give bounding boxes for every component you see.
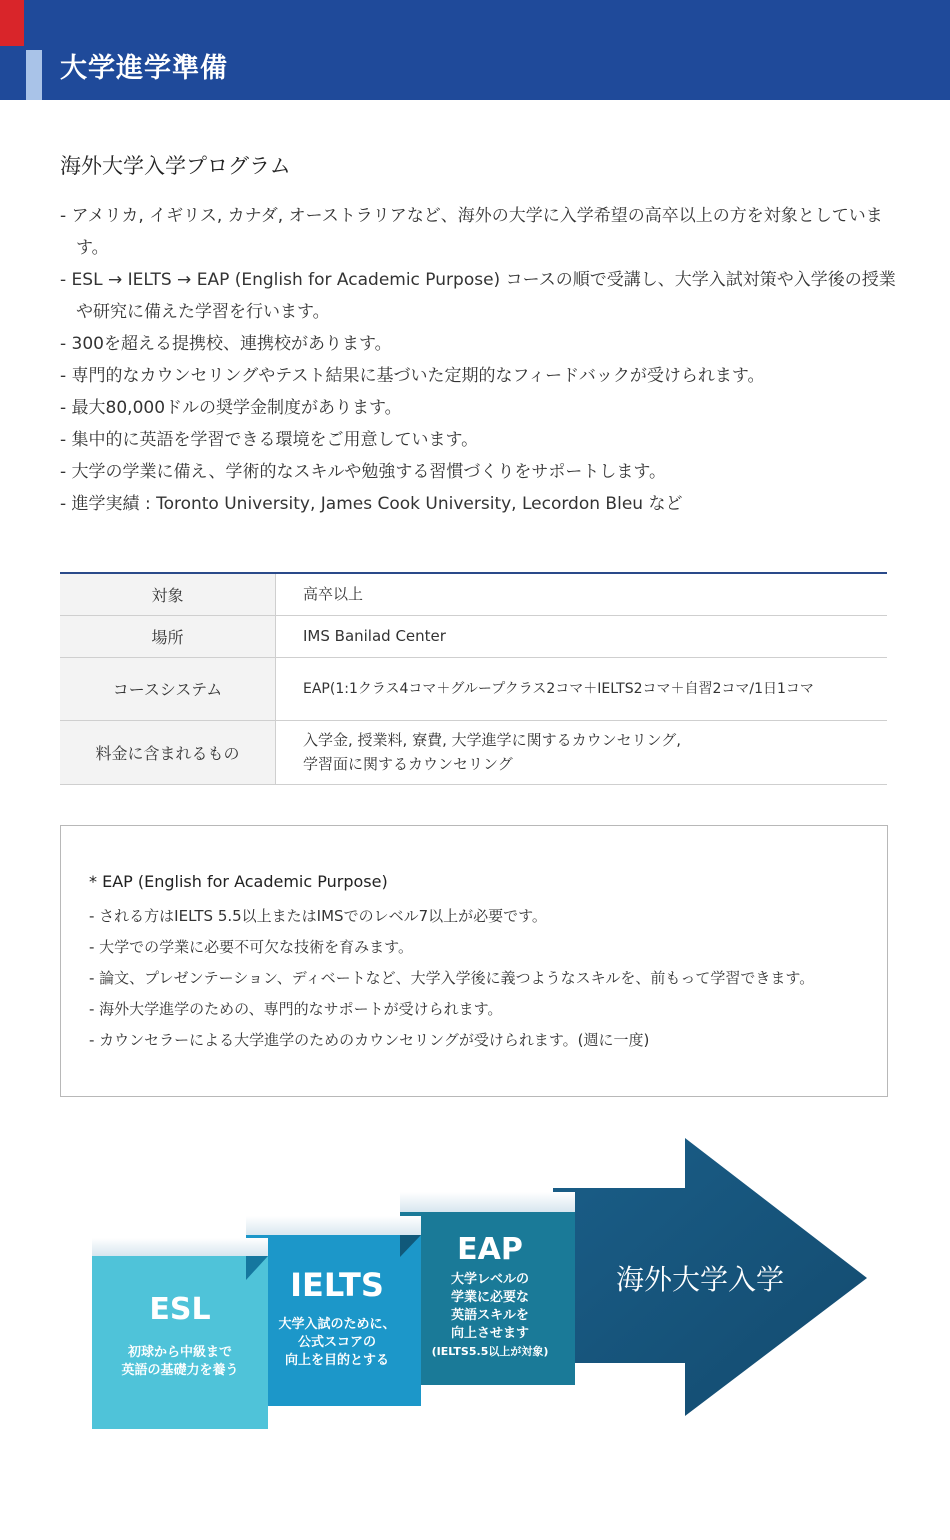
- eap-line: - 海外大学進学のための、専門的なサポートが受けられます。: [89, 1000, 503, 1018]
- table-value: IMS Banilad Center: [276, 615, 888, 657]
- eap-line: - カウンセラーによる大学進学のためのカウンセリングが受けられます。(週に一度): [89, 1031, 650, 1049]
- bullet-item: - 専門的なカウンセリングやテスト結果に基づいた定期的なフィードバックが受けられます。: [60, 366, 765, 386]
- table-row: [60, 573, 887, 615]
- table-value: 高卒以上: [276, 573, 888, 615]
- table-value: [276, 720, 888, 784]
- header-red-accent: [0, 0, 24, 46]
- section-title: 海外大学入学プログラム: [60, 154, 291, 178]
- eap-step-desc: 英語スキルを: [451, 1308, 529, 1323]
- table-row: [60, 720, 887, 784]
- esl-step-desc: 英語の基礎力を養う: [121, 1363, 239, 1378]
- esl-top-fade: [92, 1238, 268, 1256]
- bullet-item: - 300を超える提携校、連携校があります。: [60, 334, 392, 354]
- ielts-step-desc: 公式スコアの: [297, 1335, 376, 1350]
- eap-top-fade: [400, 1192, 575, 1212]
- esl-step-desc: 初球から中級まで: [127, 1345, 232, 1360]
- page-title: 大学進学準備: [60, 53, 228, 84]
- table-value: EAP(1:1クラス4コマ＋グループクラス2コマ＋IELTS2コマ＋自習2コマ/1日1コマ: [276, 657, 888, 720]
- eap-box-lines: [89, 901, 814, 1056]
- eap-info-box: [60, 825, 888, 1097]
- bullet-item: - 進学実績 : Toronto University, James Cook University, Lecordon Bleu など: [60, 494, 683, 514]
- eap-step-name: EAP: [457, 1232, 523, 1267]
- table-key: 料金に含まれるもの: [60, 720, 276, 784]
- header-light-bar: [26, 50, 42, 100]
- study-path-flow: [0, 1110, 950, 1450]
- ielts-step-desc: 大学入試のために、: [278, 1317, 396, 1332]
- ielts-top-fade: [246, 1216, 421, 1236]
- goal-step-name: 海外大学入学: [615, 1263, 784, 1296]
- bullet-item: - 集中的に英語を学習できる環境をご用意しています。: [60, 430, 479, 450]
- esl-step-name: ESL: [149, 1292, 211, 1327]
- table-key: コースシステム: [60, 657, 276, 720]
- eap-line: - される方はIELTS 5.5以上またはIMSでのレベル7以上が必要です。: [89, 907, 547, 925]
- eap-step-desc: (IELTS5.5以上が対象): [431, 1345, 549, 1358]
- goal-step: [590, 1258, 810, 1298]
- program-bullet-list: [60, 200, 900, 520]
- ielts-step-name: IELTS: [290, 1266, 384, 1304]
- eap-line: - 大学での学業に必要不可欠な技術を育みます。: [89, 938, 413, 956]
- ielts-step-desc: 向上を目的とする: [284, 1353, 389, 1368]
- eap-step: [400, 1232, 580, 1361]
- eap-line: - 論文、プレゼンテーション、ディベートなど、大学入学後に義つようなスキルを、前もって学習できます。: [89, 969, 815, 987]
- course-info-table: [60, 572, 887, 785]
- table-value-line: 入学金, 授業料, 寮費, 大学進学に関するカウンセリング,: [303, 731, 682, 749]
- table-row: [60, 615, 887, 657]
- eap-step-desc: 大学レベルの: [450, 1272, 529, 1287]
- table-key: 場所: [60, 615, 276, 657]
- eap-box-title: * EAP (English for Academic Purpose): [89, 872, 388, 891]
- bullet-item: - 最大80,000ドルの奨学金制度があります。: [60, 398, 402, 418]
- bullet-item: - アメリカ, イギリス, カナダ, オーストラリアなど、海外の大学に入学希望の高卒以上の方を対象としています。: [60, 206, 883, 258]
- bullet-item: - ESL → IELTS → EAP (English for Academic Purpose) コースの順で受講し、大学入試対策や入学後の授業や研究に備えた学習を行います。: [60, 270, 896, 322]
- table-row: [60, 657, 887, 720]
- page-header: [0, 0, 950, 100]
- bullet-item: - 大学の学業に備え、学術的なスキルや勉強する習慣づくりをサポートします。: [60, 462, 667, 482]
- table-value-line: 学習面に関するカウンセリング: [303, 755, 513, 773]
- eap-step-desc: 向上させます: [450, 1326, 529, 1341]
- eap-step-desc: 学業に必要な: [450, 1290, 529, 1305]
- table-key: 対象: [60, 573, 276, 615]
- esl-step: [92, 1292, 268, 1380]
